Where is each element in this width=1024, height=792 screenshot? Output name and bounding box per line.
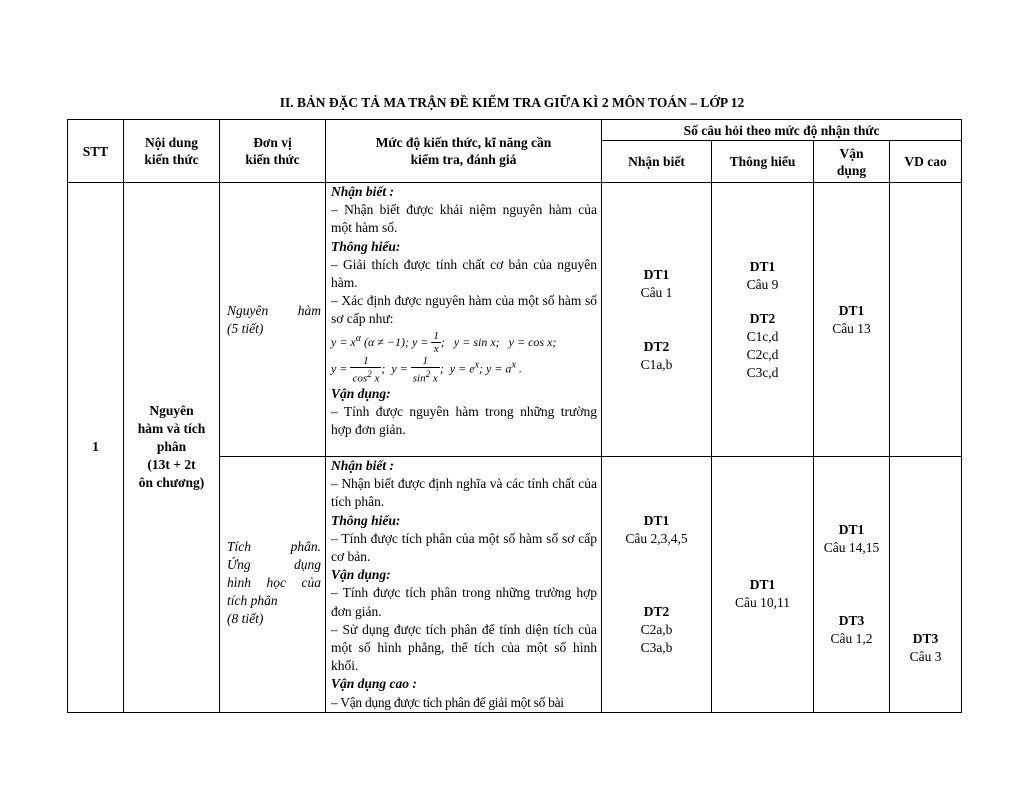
question-group: DT3 — [838, 613, 865, 628]
header-thong-hieu: Thông hiểu — [712, 141, 814, 183]
header-don-vi-line1: Đơn vị — [253, 135, 292, 150]
question-ref: C3c,d — [746, 364, 779, 380]
formula-line-2: y = $\frac{1}{\cos^2 x}$ ; y = $\frac{1}{\sin^2 x}$ ; $y = e^x$; $y = a^x$ . — [331, 355, 522, 386]
description-item: – Tính được tích phân của một số hàm số sơ cấp cơ bản. — [331, 530, 597, 565]
table-row — [68, 183, 962, 457]
thong-hieu-cell — [712, 457, 814, 713]
question-ref: C1a,b — [640, 356, 673, 372]
description-item: – Sử dụng được tích phân để tính diện tích của một số hình phẳng, thể tích của một số hình khối. — [331, 621, 597, 674]
question-ref: Câu 10,11 — [735, 595, 790, 611]
unit-name: Tích phân. — [227, 539, 321, 554]
unit-name: Nguyên hàm — [227, 303, 321, 318]
level-label-van-dung: Vận dụng: — [331, 386, 391, 402]
topic-line: Nguyên — [149, 403, 194, 419]
unit-name: Ứng dụng — [227, 557, 321, 572]
description-cell-tich-phan — [326, 457, 602, 713]
topic-line: phân — [156, 439, 187, 455]
question-ref: Câu 9 — [746, 276, 779, 292]
fraction: $\frac{1}{x}$ — [433, 330, 439, 356]
fraction: $\frac{1}{\sin^2 x}$ — [412, 355, 438, 386]
topic-line: ôn chương) — [138, 475, 205, 491]
unit-cell-tich-phan — [220, 457, 326, 713]
van-dung-cell — [814, 457, 890, 713]
question-ref: Câu 1 — [640, 284, 673, 300]
header-noi-dung-line2: kiến thức — [144, 152, 199, 167]
question-ref: Câu 2,3,4,5 — [625, 530, 688, 546]
level-label-thong-hieu: Thông hiểu: — [331, 512, 401, 528]
level-label-nhan-biet: Nhận biết : — [331, 458, 395, 473]
header-muc-do-line2: kiểm tra, đánh giá — [410, 152, 517, 167]
question-ref: C2c,d — [746, 346, 779, 362]
header-van-dung — [814, 141, 890, 183]
question-group: DT2 — [643, 338, 670, 354]
header-van-dung-line2: dụng — [836, 162, 867, 178]
description-item: – Vận dụng được tích phân để giải một số bài — [331, 694, 564, 710]
unit-cell-nguyen-ham — [220, 183, 326, 457]
unit-periods: (8 tiết) — [227, 611, 264, 626]
formula-line-1: $y = x^\alpha$ (α ≠ −1); y = $\frac{1}{x}$ ; y = sin x; y = cos x; — [331, 330, 557, 356]
unit-name: tích phân — [227, 593, 278, 608]
row-stt: 1 — [68, 183, 124, 713]
level-label-thong-hieu: Thông hiểu: — [331, 238, 401, 254]
description-item: – Nhận biết được định nghĩa và các tính chất của tích phân. — [331, 476, 597, 510]
level-label-nhan-biet: Nhận biết : — [331, 184, 395, 199]
description-item: – Xác định được nguyên hàm của một số hàm số sơ cấp như: — [331, 293, 597, 327]
question-group: DT1 — [838, 303, 865, 318]
description-item: – Tính được tích phân trong những trường hợp đơn giản. — [331, 585, 597, 619]
fraction: $\frac{1}{\cos^2 x}$ — [352, 355, 380, 386]
question-group: DT3 — [912, 631, 939, 646]
topic-line: hàm và tích — [137, 421, 206, 437]
question-ref: C1c,d — [746, 328, 779, 344]
header-vd-cao: VD cao — [890, 141, 962, 183]
question-group: DT1 — [749, 258, 776, 274]
question-ref: Câu 1,2 — [830, 631, 873, 646]
header-don-vi-line2: kiến thức — [245, 152, 300, 167]
header-noi-dung — [124, 120, 220, 183]
unit-name: hình học của — [227, 575, 321, 590]
nhan-biet-cell — [602, 183, 712, 457]
header-so-cau: Số câu hỏi theo mức độ nhận thức — [602, 120, 962, 141]
topic-cell — [124, 183, 220, 713]
vd-cao-cell — [890, 457, 962, 713]
question-ref: Câu 14,15 — [823, 540, 880, 555]
description-item: – Tính được nguyên hàm trong những trường hợp đơn giản. — [331, 404, 597, 438]
question-group: DT1 — [643, 512, 670, 528]
question-group: DT1 — [749, 577, 776, 593]
header-muc-do — [326, 120, 602, 183]
header-muc-do-line1: Mức độ kiến thức, kĩ năng cần — [375, 135, 552, 150]
question-ref: Câu 3 — [909, 649, 942, 664]
nhan-biet-cell — [602, 457, 712, 713]
header-noi-dung-line1: Nội dung — [145, 135, 198, 150]
header-van-dung-line1: Vận — [839, 145, 864, 161]
question-group: DT1 — [838, 522, 865, 537]
unit-periods: (5 tiết) — [227, 321, 264, 336]
van-dung-cell — [814, 183, 890, 457]
page-title: II. BẢN ĐẶC TẢ MA TRẬN ĐỀ KIỂM TRA GIỮA KÌ 2 MÔN TOÁN – LỚP 12 — [279, 95, 745, 110]
description-item: – Nhận biết được khái niệm nguyên hàm của một hàm số. — [331, 202, 597, 236]
header-nhan-biet: Nhận biết — [602, 141, 712, 183]
question-ref: C2a,b — [640, 621, 673, 637]
thong-hieu-cell — [712, 183, 814, 457]
question-ref: C3a,b — [640, 639, 673, 655]
question-group: DT1 — [643, 266, 670, 282]
vd-cao-cell — [890, 183, 962, 457]
question-group: DT2 — [749, 310, 776, 326]
level-label-van-dung: Vận dụng: — [331, 567, 391, 583]
header-don-vi — [220, 120, 326, 183]
description-item: – Giải thích được tính chất cơ bản của nguyên hàm. — [331, 256, 597, 291]
question-group: DT2 — [643, 603, 670, 619]
description-cell-nguyen-ham — [326, 183, 602, 457]
question-ref: Câu 13 — [832, 321, 871, 336]
level-label-van-dung-cao: Vận dụng cao : — [331, 676, 417, 692]
topic-line: (13t + 2t — [147, 457, 196, 473]
specification-matrix-table — [67, 119, 962, 713]
header-stt: STT — [68, 120, 124, 183]
